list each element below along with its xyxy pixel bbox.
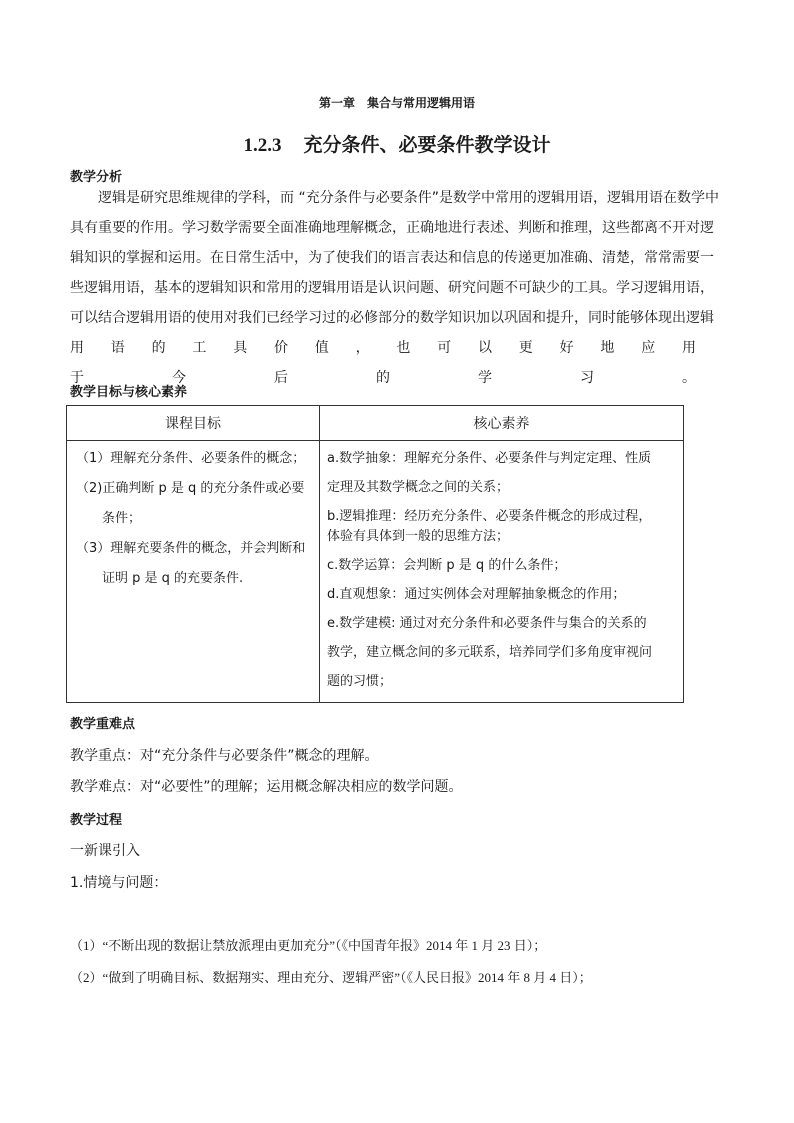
process-heading: 教学过程	[70, 813, 123, 828]
literacy-item: 定理及其数学概念之间的关系；	[327, 480, 510, 495]
title-text: 充分条件、必要条件教学设计	[303, 134, 551, 156]
literacy-item: 体验有具体到一般的思维方法；	[327, 529, 510, 544]
quote-item: （1）“不断出现的数据让禁放派理由更加充分”（《中国青年报》2014 年 1 月 23 日）；	[70, 938, 547, 953]
literacy-item: e.数学建模: 通过对充分条件和必要条件与集合的关系的	[327, 616, 647, 631]
section-new-lesson: 一新课引入	[70, 843, 140, 859]
literacy-item: 题的习惯；	[327, 674, 393, 689]
table-row	[67, 441, 684, 703]
table-header-row	[67, 406, 684, 441]
analysis-line: 逻辑是研究思维规律的学科，而 “充分条件与必要条件”是数学中常用的逻辑用语，逻辑用语在数学中	[98, 190, 719, 206]
section-number: 1.2.3	[243, 135, 282, 156]
quote-item: （2）“做到了明确目标、数据翔实、理由充分、逻辑严密”（《人民日报》2014 年 8 月 4 日）；	[70, 970, 592, 985]
goals-table	[66, 405, 684, 703]
analysis-heading: 教学分析	[70, 170, 123, 185]
goal-item: （1）理解充分条件、必要条件的概念；	[76, 451, 306, 466]
page-title	[0, 130, 794, 157]
teaching-focus: 教学重点：对“充分条件与必要条件”概念的理解。	[70, 748, 379, 764]
teaching-difficulty: 教学难点：对“必要性”的理解；运用概念解决相应的数学问题。	[70, 779, 463, 795]
literacy-item: a.数学抽象：理解充分条件、必要条件与判定定理、性质	[327, 451, 652, 466]
chapter-header: 第一章 集合与常用逻辑用语	[318, 96, 475, 110]
goals-heading: 教学目标与核心素养	[70, 385, 188, 400]
course-goals-cell	[67, 441, 320, 703]
table-header-core-literacy: 核心素养	[320, 406, 684, 441]
analysis-line: 用语的工具价值，也可以更好地应用于今后的学习。	[70, 340, 722, 386]
core-literacy-cell	[320, 441, 684, 703]
goal-item: （3）理解充要条件的概念，并会判断和	[76, 541, 306, 556]
table-header-course-goals: 课程目标	[67, 406, 320, 441]
analysis-line: 可以结合逻辑用语的使用对我们已经学习过的必修部分的数学知识加以巩固和提升，同时能够体现出逻辑	[70, 310, 714, 326]
analysis-paragraph	[70, 183, 722, 386]
goal-item-continued: 条件；	[102, 511, 142, 526]
goal-item: （2)正确判断 p 是 q 的充分条件或必要	[76, 481, 305, 496]
analysis-line: 具有重要的作用。学习数学需要全面准确地理解概念，正确地进行表述、判断和推理，这些都离不开对逻	[70, 220, 714, 236]
literacy-item: b.逻辑推理：经历充分条件、必要条件概念的形成过程，	[327, 509, 652, 524]
analysis-line: 辑知识的掌握和运用。在日常生活中，为了使我们的语言表达和信息的传递更加准确、清楚，常常需要一	[70, 250, 714, 266]
literacy-item-block	[327, 502, 678, 551]
sub-situation-question: 1.情境与问题：	[70, 875, 168, 891]
key-points-heading: 教学重难点	[70, 717, 136, 732]
literacy-item: c.数学运算：会判断 p 是 q 的什么条件；	[327, 558, 567, 573]
analysis-line: 些逻辑用语，基本的逻辑知识和常用的逻辑用语是认识问题、研究问题不可缺少的工具。学习逻辑用语，	[70, 280, 714, 296]
literacy-item: d.直观想象：通过实例体会对理解抽象概念的作用；	[327, 587, 626, 602]
goal-item-continued: 证明 p 是 q 的充要条件.	[102, 571, 244, 586]
literacy-item: 教学，建立概念间的多元联系，培养同学们多角度审视问	[327, 645, 653, 660]
